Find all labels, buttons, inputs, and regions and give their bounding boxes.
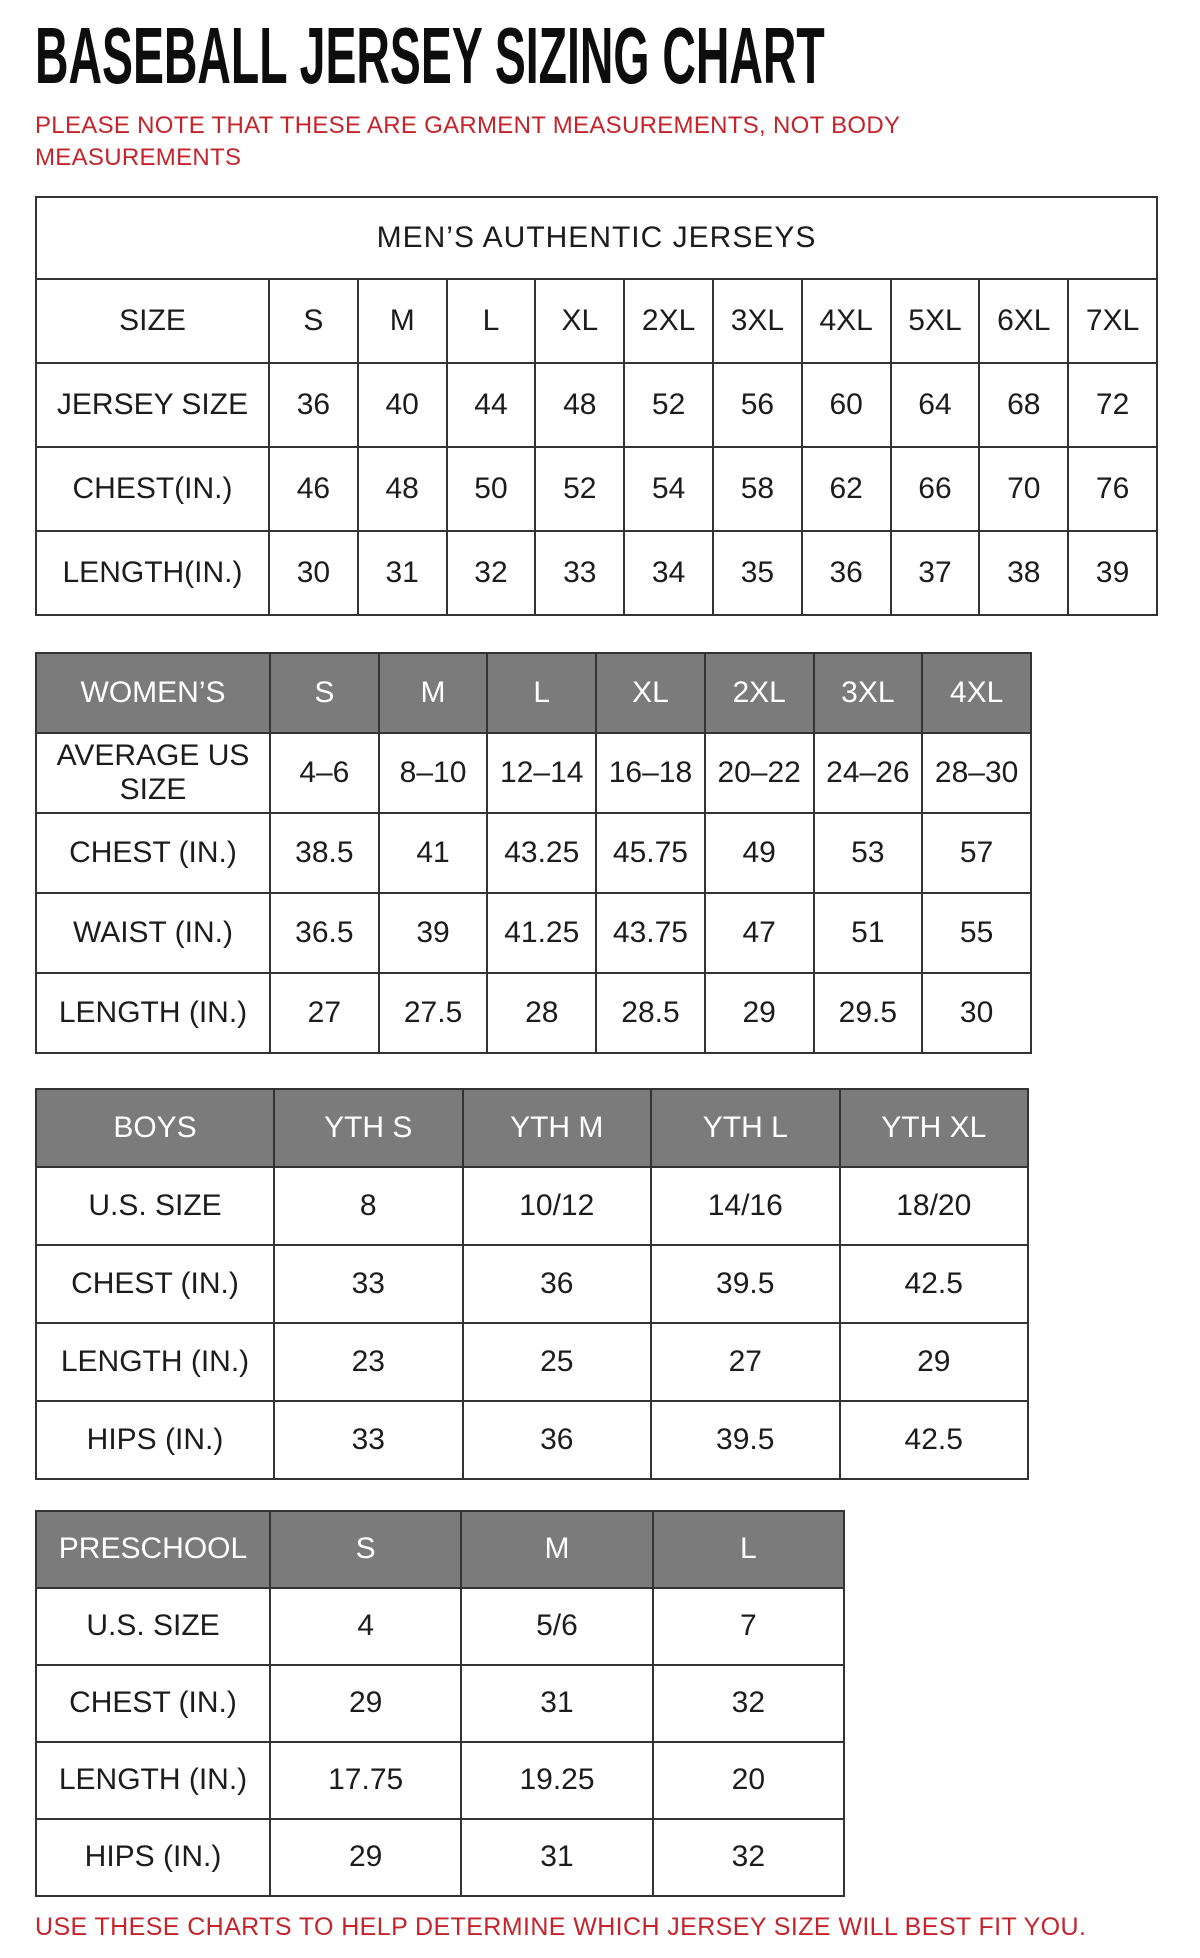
column-header: S [270, 653, 379, 733]
table-row [36, 893, 1031, 973]
header-row [36, 1089, 1028, 1167]
table-row [36, 813, 1031, 893]
column-header: PRESCHOOL [36, 1511, 270, 1588]
cell: 57 [922, 813, 1031, 893]
cell: 40 [358, 363, 447, 447]
cell: 27 [651, 1323, 840, 1401]
cell: 14/16 [651, 1167, 840, 1245]
row-label: CHEST (IN.) [36, 1665, 270, 1742]
cell: 34 [624, 531, 713, 615]
column-header: YTH M [463, 1089, 652, 1167]
cell: 68 [979, 363, 1068, 447]
cell: 76 [1068, 447, 1157, 531]
column-header: 3XL [814, 653, 923, 733]
cell: 30 [922, 973, 1031, 1053]
row-label: CHEST (IN.) [36, 1245, 274, 1323]
table-row [36, 1401, 1028, 1479]
row-label: AVERAGE US SIZE [36, 733, 270, 813]
column-header: 2XL [705, 653, 814, 733]
preschool-sizing-table [35, 1510, 845, 1897]
column-header: YTH XL [840, 1089, 1029, 1167]
cell: 24–26 [814, 733, 923, 813]
table-row [36, 531, 1157, 615]
cell: 38.5 [270, 813, 379, 893]
column-header: S [269, 279, 358, 363]
cell: 39.5 [651, 1245, 840, 1323]
cell: 52 [624, 363, 713, 447]
boys-sizing-table [35, 1088, 1029, 1480]
cell: 33 [274, 1401, 463, 1479]
cell: 62 [802, 447, 891, 531]
row-label: WAIST (IN.) [36, 893, 270, 973]
cell: 49 [705, 813, 814, 893]
column-header: L [487, 653, 596, 733]
table-row [36, 1167, 1028, 1245]
cell: 56 [713, 363, 802, 447]
column-header: S [270, 1511, 461, 1588]
cell: 47 [705, 893, 814, 973]
table-row [36, 447, 1157, 531]
row-label: U.S. SIZE [36, 1588, 270, 1665]
cell: 18/20 [840, 1167, 1029, 1245]
cell: 27 [270, 973, 379, 1053]
cell: 64 [891, 363, 980, 447]
table-row [36, 1819, 844, 1896]
cell: 32 [653, 1665, 844, 1742]
cell: 31 [461, 1665, 652, 1742]
cell: 20 [653, 1742, 844, 1819]
table-banner-title: MEN’S AUTHENTIC JERSEYS [36, 197, 1157, 279]
cell: 39 [1068, 531, 1157, 615]
cell: 42.5 [840, 1245, 1029, 1323]
cell: 72 [1068, 363, 1157, 447]
cell: 19.25 [461, 1742, 652, 1819]
garment-measurement-note: PLEASE NOTE THAT THESE ARE GARMENT MEASUREMENTS, NOT BODY MEASUREMENTS [35, 112, 900, 171]
cell: 32 [447, 531, 536, 615]
column-header: 3XL [713, 279, 802, 363]
column-header: WOMEN’S [36, 653, 270, 733]
cell: 36 [463, 1245, 652, 1323]
cell: 10/12 [463, 1167, 652, 1245]
cell: 43.25 [487, 813, 596, 893]
cell: 33 [535, 531, 624, 615]
cell: 29 [270, 1819, 461, 1896]
cell: 55 [922, 893, 1031, 973]
column-header: L [653, 1511, 844, 1588]
header-row [36, 279, 1157, 363]
row-label: LENGTH (IN.) [36, 1323, 274, 1401]
cell: 29 [270, 1665, 461, 1742]
column-header: 2XL [624, 279, 713, 363]
cell: 8 [274, 1167, 463, 1245]
row-label: JERSEY SIZE [36, 363, 269, 447]
cell: 41 [379, 813, 488, 893]
table-row [36, 1742, 844, 1819]
table-row [36, 363, 1157, 447]
cell: 28–30 [922, 733, 1031, 813]
womens-sizing-table [35, 652, 1032, 1054]
cell: 54 [624, 447, 713, 531]
cell: 17.75 [270, 1742, 461, 1819]
sizing-chart-page [0, 11, 1200, 1942]
cell: 44 [447, 363, 536, 447]
column-header: YTH S [274, 1089, 463, 1167]
cell: 7 [653, 1588, 844, 1665]
cell: 70 [979, 447, 1068, 531]
cell: 35 [713, 531, 802, 615]
table-banner-row [36, 197, 1157, 279]
cell: 4 [270, 1588, 461, 1665]
cell: 28 [487, 973, 596, 1053]
cell: 53 [814, 813, 923, 893]
cell: 29 [705, 973, 814, 1053]
cell: 29.5 [814, 973, 923, 1053]
row-label: HIPS (IN.) [36, 1819, 270, 1896]
table-row [36, 1588, 844, 1665]
column-header: XL [535, 279, 624, 363]
cell: 29 [840, 1323, 1029, 1401]
cell: 31 [461, 1819, 652, 1896]
column-header: YTH L [651, 1089, 840, 1167]
cell: 25 [463, 1323, 652, 1401]
column-header: XL [596, 653, 705, 733]
header-row [36, 1511, 844, 1588]
column-header: 5XL [891, 279, 980, 363]
column-header: 7XL [1068, 279, 1157, 363]
row-label: LENGTH (IN.) [36, 973, 270, 1053]
table-row [36, 733, 1031, 813]
cell: 28.5 [596, 973, 705, 1053]
column-header: M [358, 279, 447, 363]
mens-sizing-table [35, 196, 1158, 616]
cell: 12–14 [487, 733, 596, 813]
cell: 5/6 [461, 1588, 652, 1665]
cell: 37 [891, 531, 980, 615]
cell: 36 [802, 531, 891, 615]
cell: 4–6 [270, 733, 379, 813]
cell: 36 [463, 1401, 652, 1479]
cell: 36.5 [270, 893, 379, 973]
column-header: SIZE [36, 279, 269, 363]
cell: 45.75 [596, 813, 705, 893]
cell: 16–18 [596, 733, 705, 813]
table-row [36, 1665, 844, 1742]
row-label: HIPS (IN.) [36, 1401, 274, 1479]
cell: 30 [269, 531, 358, 615]
cell: 46 [269, 447, 358, 531]
row-label: U.S. SIZE [36, 1167, 274, 1245]
column-header: M [379, 653, 488, 733]
cell: 48 [358, 447, 447, 531]
cell: 66 [891, 447, 980, 531]
row-label: CHEST (IN.) [36, 813, 270, 893]
fit-advice-note: USE THESE CHARTS TO HELP DETERMINE WHICH JERSEY SIZE WILL BEST FIT YOU. [35, 1912, 1087, 1941]
table-row [36, 1245, 1028, 1323]
table-row [36, 1323, 1028, 1401]
row-label: LENGTH(IN.) [36, 531, 269, 615]
cell: 23 [274, 1323, 463, 1401]
cell: 50 [447, 447, 536, 531]
cell: 48 [535, 363, 624, 447]
page-title: BASEBALL JERSEY SIZING CHART [35, 11, 825, 100]
cell: 32 [653, 1819, 844, 1896]
cell: 31 [358, 531, 447, 615]
column-header: 6XL [979, 279, 1068, 363]
column-header: 4XL [922, 653, 1031, 733]
header-row [36, 653, 1031, 733]
cell: 42.5 [840, 1401, 1029, 1479]
cell: 27.5 [379, 973, 488, 1053]
cell: 43.75 [596, 893, 705, 973]
row-label: LENGTH (IN.) [36, 1742, 270, 1819]
cell: 39 [379, 893, 488, 973]
cell: 8–10 [379, 733, 488, 813]
cell: 52 [535, 447, 624, 531]
cell: 41.25 [487, 893, 596, 973]
column-header: 4XL [802, 279, 891, 363]
column-header: M [461, 1511, 652, 1588]
cell: 33 [274, 1245, 463, 1323]
cell: 58 [713, 447, 802, 531]
cell: 39.5 [651, 1401, 840, 1479]
table-row [36, 973, 1031, 1053]
cell: 20–22 [705, 733, 814, 813]
row-label: CHEST(IN.) [36, 447, 269, 531]
cell: 36 [269, 363, 358, 447]
cell: 60 [802, 363, 891, 447]
column-header: BOYS [36, 1089, 274, 1167]
column-header: L [447, 279, 536, 363]
cell: 51 [814, 893, 923, 973]
cell: 38 [979, 531, 1068, 615]
